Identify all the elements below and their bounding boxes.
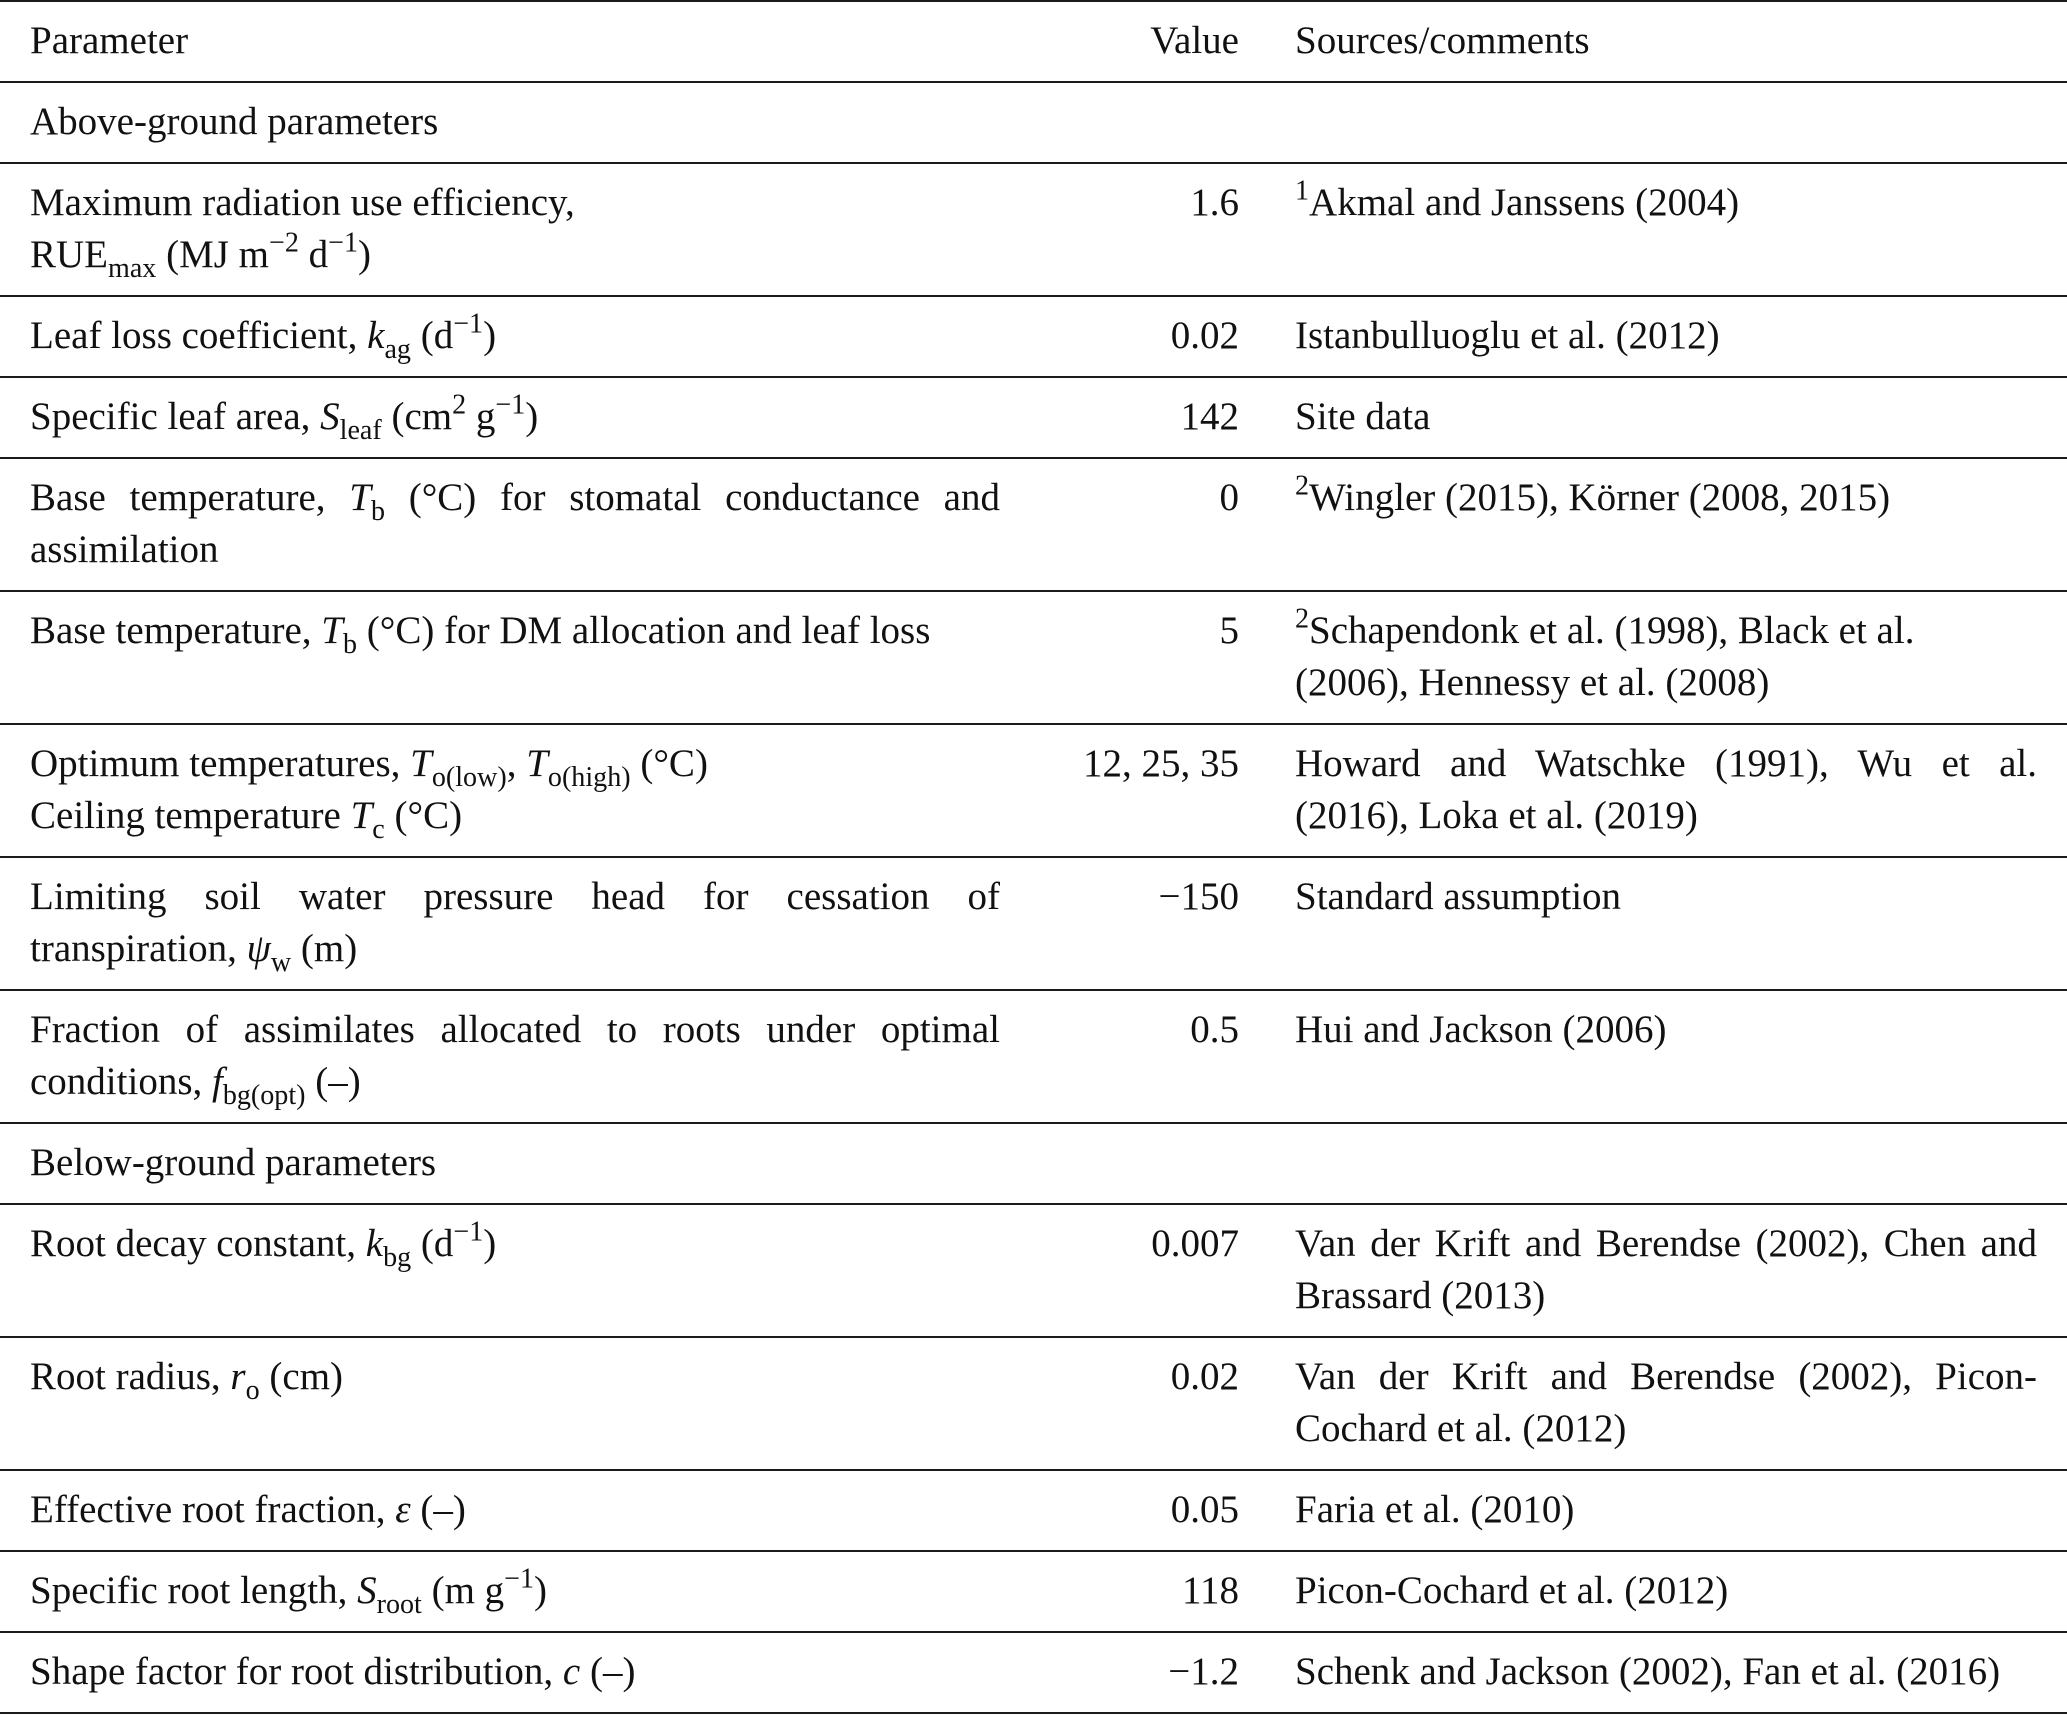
source-cell: Van der Krift and Berendse (2002), Chen and Brassard (2013) (1239, 1204, 2067, 1337)
header-sources: Sources/comments (1239, 1, 2067, 82)
source-cell: Van der Krift and Berendse (2002), Picon-Cochard et al. (2012) (1239, 1337, 2067, 1470)
value-cell: 5 (1024, 591, 1239, 724)
value-cell: −150 (1024, 857, 1239, 990)
source-cell: Howard and Watschke (1991), Wu et al. (2016), Loka et al. (2019) (1239, 724, 2067, 857)
source-cell: Standard assumption (1239, 857, 2067, 990)
parameter-cell: Effective root fraction, ε (–) (0, 1470, 1024, 1551)
table-row (0, 377, 2067, 458)
value-cell: 142 (1024, 377, 1239, 458)
source-cell: Hui and Jackson (2006) (1239, 990, 2067, 1123)
parameter-cell: Root decay constant, $k_{bg}$ $(d^{-1})$ (0, 1204, 1024, 1337)
parameter-cell: Shape factor for root distribution, c (–) (0, 1632, 1024, 1713)
parameter-cell: Specific leaf area, $S_{leaf}$ ($cm^2$ $g^{-1}$) (0, 377, 1024, 458)
table-row (0, 1470, 2067, 1551)
parameter-cell: Optimum temperatures, $T_{o(low)}$, $T_{o(high)}$ (°C) Ceiling temperature $T_c$ (°C) (0, 724, 1024, 857)
parameter-cell: Base temperature, $T_b$ (°C) for stomatal conductance and assimilation (0, 458, 1024, 591)
value-cell: −1.2 (1024, 1632, 1239, 1713)
parameter-cell: Specific root length, $S_{root}$ (m $g^{-1}$) (0, 1551, 1024, 1632)
table-row (0, 724, 2067, 857)
table-row (0, 1551, 2067, 1632)
parameter-cell: Leaf loss coefficient, $k_{ag}$ $(d^{-1})$ (0, 296, 1024, 377)
table-header-row (0, 1, 2067, 82)
parameter-cell: Limiting soil water pressure head for cessation of transpiration, $\psi_w$ (m) (0, 857, 1024, 990)
value-cell: 0.02 (1024, 1337, 1239, 1470)
source-cell: Faria et al. (2010) (1239, 1470, 2067, 1551)
value-cell: 0.007 (1024, 1204, 1239, 1337)
section-label: Above-ground parameters (30, 100, 439, 143)
section-row-below-ground (0, 1123, 2067, 1204)
parameter-cell: Root radius, $r_o$ (cm) (0, 1337, 1024, 1470)
value-cell: 0 (1024, 458, 1239, 591)
source-cell: $^2$Wingler (2015), Körner (2008, 2015) (1239, 458, 2067, 591)
source-cell: Site data (1239, 377, 2067, 458)
value-cell: 1.6 (1024, 163, 1239, 296)
value-cell: 0.5 (1024, 990, 1239, 1123)
value-cell: 118 (1024, 1551, 1239, 1632)
table-row (0, 990, 2067, 1123)
header-parameter: Parameter (0, 1, 1024, 82)
value-cell: 0.05 (1024, 1470, 1239, 1551)
source-cell: Picon-Cochard et al. (2012) (1239, 1551, 2067, 1632)
parameter-cell: Base temperature, $T_b$ (°C) for DM allocation and leaf loss (0, 591, 1024, 724)
source-cell: Istanbulluoglu et al. (2012) (1239, 296, 2067, 377)
source-cell: Schenk and Jackson (2002), Fan et al. (2016) (1239, 1632, 2067, 1713)
table-row (0, 1337, 2067, 1470)
table-row (0, 296, 2067, 377)
table-row (0, 1632, 2067, 1713)
table-row (0, 591, 2067, 724)
source-cell: $^2$Schapendonk et al. (1998), Black et al. (2006), Hennessy et al. (2008) (1239, 591, 2067, 724)
source-cell: $^1$Akmal and Janssens (2004) (1239, 163, 2067, 296)
value-cell: 0.02 (1024, 296, 1239, 377)
section-label: Below-ground parameters (30, 1141, 437, 1184)
header-value: Value (1024, 1, 1239, 82)
table-row (0, 857, 2067, 990)
table-row (0, 163, 2067, 296)
parameter-cell: Fraction of assimilates allocated to roots under optimal conditions, $f_{bg(opt)}$ (–) (0, 990, 1024, 1123)
parameter-cell: Maximum radiation use efficiency, $RUE_{max}$ (MJ $m^{-2}$ $d^{-1}$) (0, 163, 1024, 296)
table-row (0, 458, 2067, 591)
value-cell: 12, 25, 35 (1024, 724, 1239, 857)
table-row (0, 1204, 2067, 1337)
section-row-above-ground (0, 82, 2067, 163)
